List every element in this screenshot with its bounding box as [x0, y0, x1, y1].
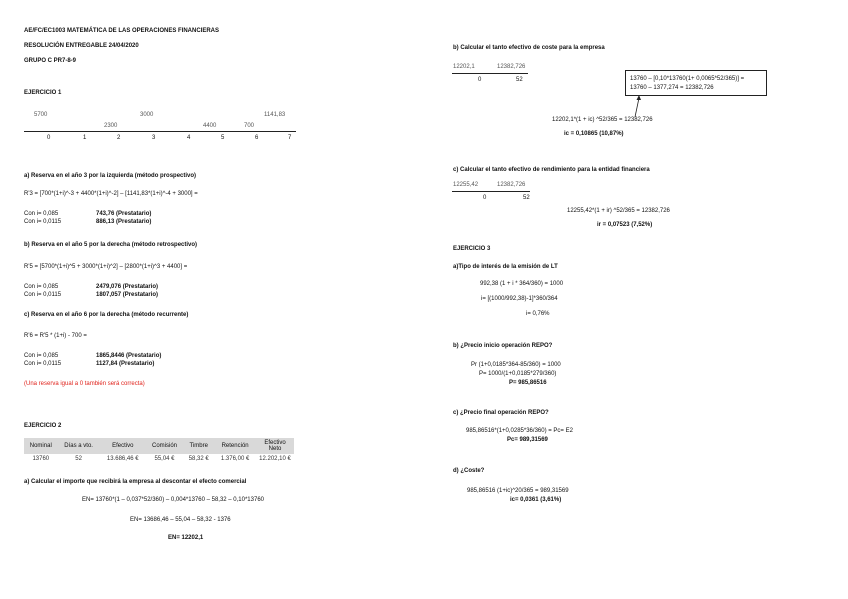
- ex1-c-title: c) Reserva en el año 6 por la derecha (método recurrente): [24, 312, 189, 318]
- timeline-axis: [24, 131, 296, 132]
- ex1-title: EJERCICIO 1: [24, 90, 62, 96]
- ex2-c-result: ir = 0,07523 (7,52%): [597, 222, 653, 228]
- table-cell: 13760: [32, 455, 50, 462]
- ex2-a-title: a) Calcular el importe que recibirá la empresa al descontar el efecto comercial: [24, 479, 247, 485]
- timeline-period: 4: [187, 135, 191, 141]
- ex3-b-line1: Pr (1+0,0185*364-85/360) = 1000: [471, 362, 561, 368]
- ex3-b-line3: P= 985,86516: [509, 380, 547, 386]
- ex3-title: EJERCICIO 3: [453, 246, 491, 252]
- ex2-b-calc-box: [625, 70, 767, 96]
- course-title: AE/FC/EC1003 MATEMÁTICA DE LAS OPERACIONES FINANCIERAS: [24, 28, 220, 34]
- ex1-b-formula: R'5 = [5700*(1+i)^5 + 3000*(1+i)^2] – [2800*(1+i)^3 + 4400] =: [24, 264, 188, 270]
- ex1-a-r1-label: Con i= 0,085: [24, 211, 59, 217]
- box-line: 13760 – 1377,274 = 12382,726: [630, 85, 714, 91]
- table-cell: 12.202,10 €: [259, 455, 291, 462]
- table-header-row: [24, 438, 294, 454]
- timeline-top-value: 1141,83: [264, 112, 286, 118]
- timeline-value: 12382,726: [497, 182, 526, 188]
- timeline-mid-value: 700: [244, 123, 255, 129]
- timeline-period: 2: [117, 135, 121, 141]
- timeline-period: 6: [255, 135, 259, 141]
- ex3-a-title: a)Tipo de interés de la emisión de LT: [453, 264, 558, 270]
- timeline-period: 52: [523, 195, 530, 201]
- ex1-a-title: a) Reserva en el año 3 por la izquierda (método prospectivo): [24, 173, 197, 179]
- ex2-table: [24, 438, 294, 463]
- ex2-title: EJERCICIO 2: [24, 423, 62, 429]
- table-cell: 52: [75, 455, 82, 462]
- timeline-period: 1: [83, 135, 87, 141]
- ex3-c-title: c) ¿Precio final operación REPO?: [453, 410, 549, 416]
- timeline-value: 12255,42: [453, 182, 479, 188]
- table-cell: 1.376,00 €: [220, 455, 250, 462]
- ex1-c-r1-value: 1865,8446 (Prestatario): [96, 353, 162, 359]
- table-header: Nominal: [24, 438, 58, 454]
- ex2-b-result: ic = 0,10865 (10,87%): [564, 131, 624, 137]
- timeline-period: 52: [516, 77, 523, 83]
- ex1-b-r1-value: 2479,076 (Prestatario): [96, 284, 159, 290]
- ex1-a-r1-value: 743,76 (Prestatario): [96, 211, 152, 217]
- ex1-c-r2-value: 1127,84 (Prestatario): [96, 361, 155, 367]
- ex1-c-r2-label: Con i= 0,0115: [24, 361, 62, 367]
- ex2-b-title: b) Calcular el tanto efectivo de coste para la empresa: [453, 45, 605, 51]
- ex1-a-formula: R'3 = [700*(1+i)^-3 + 4400*(1+i)^-2] – [1141,83*(1+i)^-4 + 3000] =: [24, 191, 198, 197]
- group-title: GRUPO C PR7-8-9: [24, 58, 77, 64]
- ex3-b-line2: P= 1000/(1+0,0185*279/360): [479, 371, 557, 377]
- ex1-b-title: b) Reserva en el año 5 por la derecha (método retrospectivo): [24, 242, 198, 248]
- timeline-period: 5: [221, 135, 225, 141]
- table-row: [24, 454, 294, 463]
- resolution-title: RESOLUCIÓN ENTREGABLE 24/04/2020: [24, 43, 139, 49]
- box-line: 13760 – [0,10*13760(1+ 0,0065*52/365)] =: [630, 76, 745, 82]
- ex3-d-line1: 985,86516 (1+ic)^20/365 = 989,31569: [467, 488, 569, 494]
- ex2-a-line1: EN= 13760*(1 – 0,037*52/360) – 0,004*13760 – 58,32 – 0,10*13760: [82, 497, 264, 503]
- ex3-c-line1: 985,86516*(1+0,0285*36/360) = Pc= E2: [466, 428, 573, 434]
- table-cell: 55,04 €: [154, 455, 175, 462]
- timeline-mid-value: 4400: [203, 123, 217, 129]
- ex3-a-line3: i= 0,76%: [526, 311, 550, 317]
- ex2-c-formula: 12255,42*(1 + ir) ^52/365 = 12382,726: [567, 208, 670, 214]
- ex1-c-r1-label: Con i= 0,085: [24, 353, 59, 359]
- table-header: Días a vto.: [58, 438, 100, 454]
- ex1-a-r2-value: 886,13 (Prestatario): [96, 219, 152, 225]
- table-header: Comisión: [146, 438, 183, 454]
- arrow-up-icon: [632, 95, 644, 119]
- ex1-b-r1-label: Con i= 0,085: [24, 284, 59, 290]
- timeline-axis: [452, 191, 530, 192]
- ex2-a-line3: EN= 12202,1: [168, 535, 204, 541]
- ex1-b-r2-value: 1807,057 (Prestatario): [96, 292, 159, 298]
- timeline-period: 0: [47, 135, 51, 141]
- ex2-a-line2: EN= 13686,46 – 55,04 – 58,32 - 1376: [130, 517, 231, 523]
- timeline-period: 7: [288, 135, 292, 141]
- table-header: Retención: [214, 438, 256, 454]
- timeline-value: 12382,726: [497, 64, 526, 70]
- timeline-period: 3: [152, 135, 156, 141]
- ex3-d-title: d) ¿Coste?: [453, 468, 485, 474]
- table-header: Efectivo: [100, 438, 146, 454]
- timeline-value: 12202,1: [453, 64, 475, 70]
- ex3-a-line2: i= [(1000/992,38)-1]*360/364: [481, 296, 558, 302]
- ex3-c-line2: Pc= 989,31569: [507, 437, 548, 443]
- ex1-a-r2-label: Con i= 0,0115: [24, 219, 62, 225]
- timeline-top-value: 5700: [34, 112, 48, 118]
- timeline-axis: [452, 73, 528, 74]
- table-header: Efectivo Neto: [256, 438, 294, 454]
- ex1-c-formula: R'6 = R'5 * (1+i) - 700 =: [24, 333, 87, 339]
- timeline-top-value: 3000: [140, 112, 154, 118]
- table-header: Timbre: [183, 438, 214, 454]
- ex3-a-line1: 992,38 (1 + i * 364/360) = 1000: [480, 281, 564, 287]
- ex2-c-title: c) Calcular el tanto efectivo de rendimiento para la entidad financiera: [453, 167, 650, 173]
- table-cell: 58,32 €: [188, 455, 209, 462]
- ex1-b-r2-label: Con i= 0,0115: [24, 292, 62, 298]
- timeline-period: 0: [483, 195, 487, 201]
- timeline-period: 0: [478, 77, 482, 83]
- ex2-b-formula: 12202,1*(1 + ic) ^52/365 = 12382,726: [552, 117, 653, 123]
- table-cell: 13.686,46 €: [106, 455, 139, 462]
- ex3-d-line2: ic= 0,0361 (3,61%): [510, 497, 562, 503]
- timeline-mid-value: 2300: [104, 123, 118, 129]
- ex3-b-title: b) ¿Precio inicio operación REPO?: [453, 343, 553, 349]
- ex1-c-note: (Una reserva igual a 0 también será correcta): [24, 381, 145, 387]
